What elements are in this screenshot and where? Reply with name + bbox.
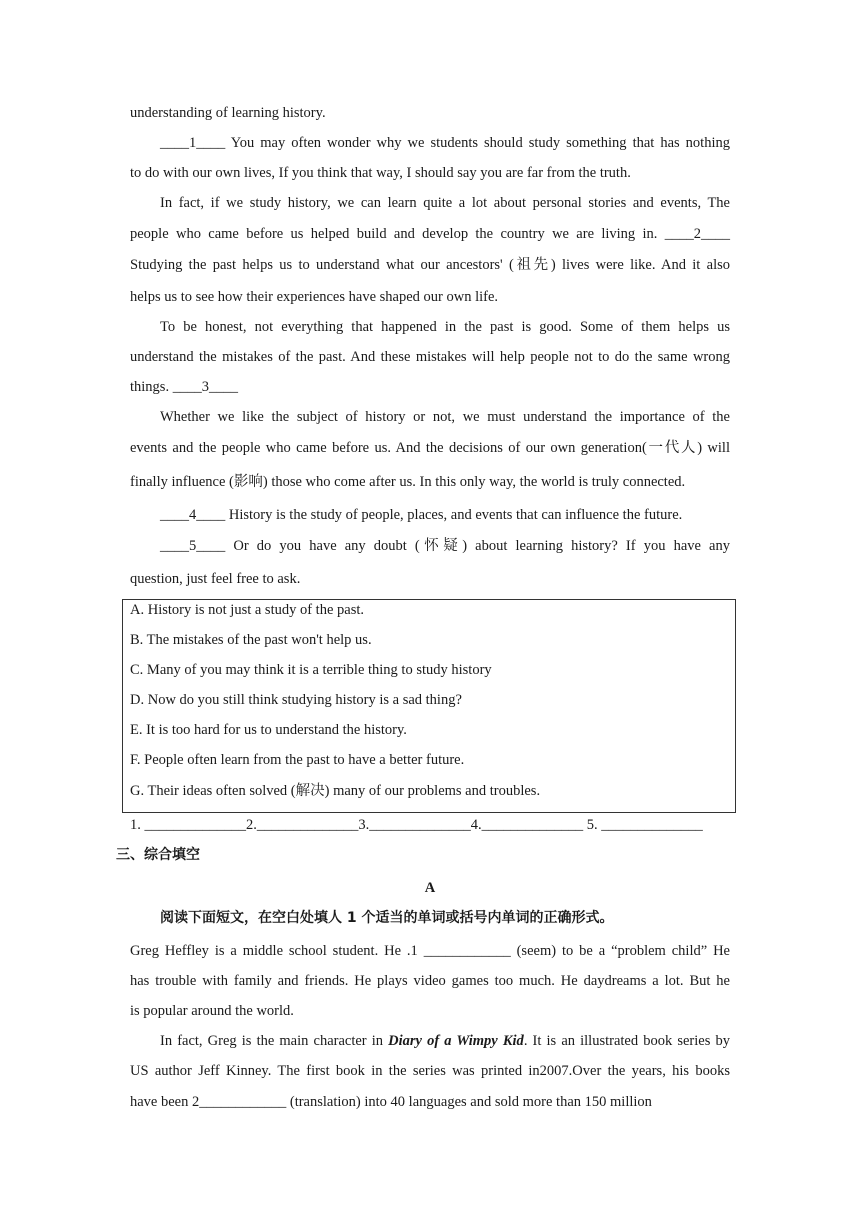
passage-line: helps us to see how their experiences have shaped our own life. <box>130 289 499 305</box>
passage-text: In fact, Greg is the main character in <box>160 1033 389 1049</box>
passage-line: to do with our own lives, If you think that way, I should say you are far from the truth. <box>130 165 631 181</box>
passage-line: people who came before us helped build and develop the country we are living in. ____2____ <box>130 226 730 242</box>
passage-line: ____4____ History is the study of people, places, and events that can influence the future. <box>160 507 683 523</box>
instruction: 阅读下面短文，在空白处填人 1 个适当的单词或括号内单词的正确形式。 <box>160 910 614 926</box>
option-f: F. People often learn from the past to have a better future. <box>130 752 465 768</box>
passage-line: In fact, if we study history, we can learn quite a lot about personal stories and events, The <box>160 195 730 211</box>
passage-line: has trouble with family and friends. He plays video games too much. He daydreams a lot. But he <box>130 973 730 989</box>
passage-line: Studying the past helps us to understand what our ancestors' (祖先) lives were like. And it also <box>130 257 730 273</box>
passage-line: To be honest, not everything that happened in the past is good. Some of them helps us <box>160 319 730 335</box>
option-d: D. Now do you still think studying history is a sad thing? <box>130 692 462 708</box>
passage-line: things. ____3____ <box>130 379 238 395</box>
passage-line: understand the mistakes of the past. And these mistakes will help people not to do the same wrong <box>130 349 730 365</box>
option-b: B. The mistakes of the past won't help us. <box>130 632 372 648</box>
passage-text: . It is an illustrated book series by <box>523 1033 730 1049</box>
passage-line: is popular around the world. <box>130 1003 294 1019</box>
passage-line: Whether we like the subject of history or not, we must understand the importance of the <box>160 409 730 425</box>
book-title: Diary of a Wimpy Kid <box>388 1033 524 1049</box>
passage-line: ____1____ You may often wonder why we students should study something that has nothing <box>160 135 730 151</box>
passage-line: understanding of learning history. <box>130 105 326 121</box>
section-heading: 三、综合填空 <box>116 847 200 863</box>
passage-line: have been 2____________ (translation) into 40 languages and sold more than 150 million <box>130 1094 652 1110</box>
answer-line: 1. ______________2.______________3.______________4.______________ 5. ______________ <box>130 817 703 833</box>
passage-line: US author Jeff Kinney. The first book in the series was printed in2007.Over the years, his books <box>130 1063 730 1079</box>
part-label: A <box>424 880 436 896</box>
passage-line: question, just feel free to ask. <box>130 571 301 587</box>
passage-line: Greg Heffley is a middle school student. He .1 ____________ (seem) to be a “problem child” He <box>130 943 730 959</box>
passage-line: events and the people who came before us. And the decisions of our own generation(一代人) will <box>130 440 730 456</box>
passage-line: ____5____ Or do you have any doubt (怀疑) about learning history? If you have any <box>160 538 730 554</box>
option-g: G. Their ideas often solved (解决) many of our problems and troubles. <box>130 783 541 799</box>
option-c: C. Many of you may think it is a terrible thing to study history <box>130 662 492 678</box>
option-a: A. History is not just a study of the past. <box>130 602 365 618</box>
passage-line: finally influence (影响) those who come after us. In this only way, the world is truly connected. <box>130 474 686 490</box>
options-box <box>122 599 736 813</box>
option-e: E. It is too hard for us to understand the history. <box>130 722 407 738</box>
passage-line <box>130 1031 730 1051</box>
